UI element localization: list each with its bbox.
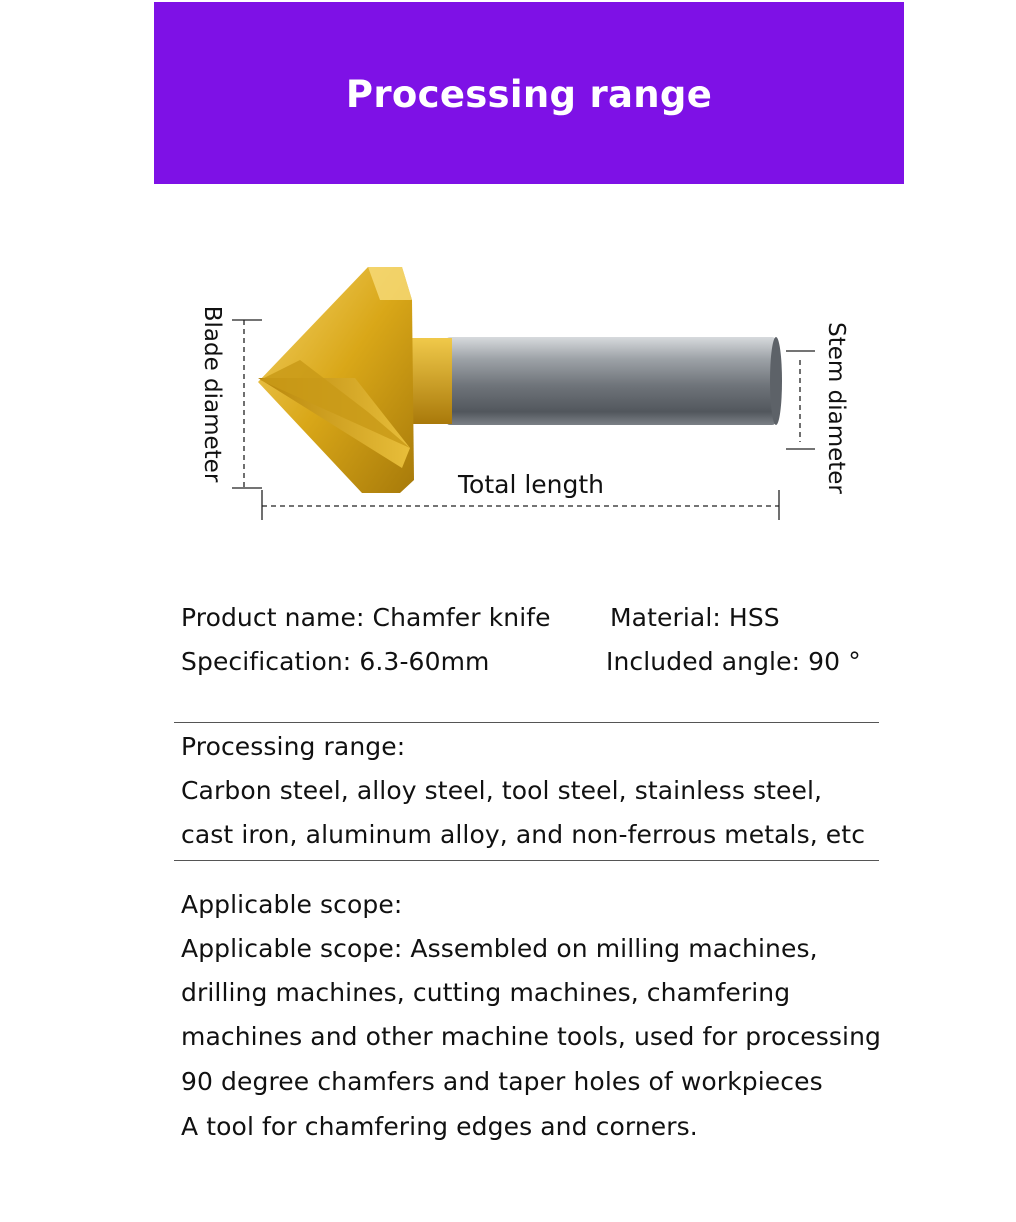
page-title: Processing range	[345, 72, 713, 116]
tool-neck	[410, 338, 452, 424]
scope-line: machines and other machine tools, used for processing	[181, 1022, 881, 1051]
tool-shank	[446, 337, 782, 425]
specification-text: Specification: 6.3-60mm	[181, 647, 490, 676]
scope-line: drilling machines, cutting machines, chamfering	[181, 978, 791, 1007]
scope-line: A tool for chamfering edges and corners.	[181, 1112, 698, 1141]
processing-heading: Processing range:	[181, 732, 406, 761]
material-text: Material: HSS	[610, 603, 780, 632]
stem-diameter-marker	[786, 351, 815, 449]
divider	[174, 722, 879, 723]
product-name-text: Product name: Chamfer knife	[181, 603, 551, 632]
scope-line: Applicable scope: Assembled on milling machines,	[181, 934, 818, 963]
scope-heading: Applicable scope:	[181, 890, 403, 919]
total-length-label: Total length	[458, 470, 605, 499]
included-angle-text: Included angle: 90 °	[606, 647, 861, 676]
scope-line: 90 degree chamfers and taper holes of workpieces	[181, 1067, 823, 1096]
divider	[174, 860, 879, 861]
tool-cutter-head	[258, 267, 414, 493]
processing-line: Carbon steel, alloy steel, tool steel, stainless steel,	[181, 776, 823, 805]
processing-line: cast iron, aluminum alloy, and non-ferrous metals, etc	[181, 820, 866, 849]
blade-diameter-label: Blade diameter	[199, 305, 225, 483]
blade-diameter-marker	[232, 320, 262, 488]
stem-diameter-label: Stem diameter	[823, 322, 849, 494]
